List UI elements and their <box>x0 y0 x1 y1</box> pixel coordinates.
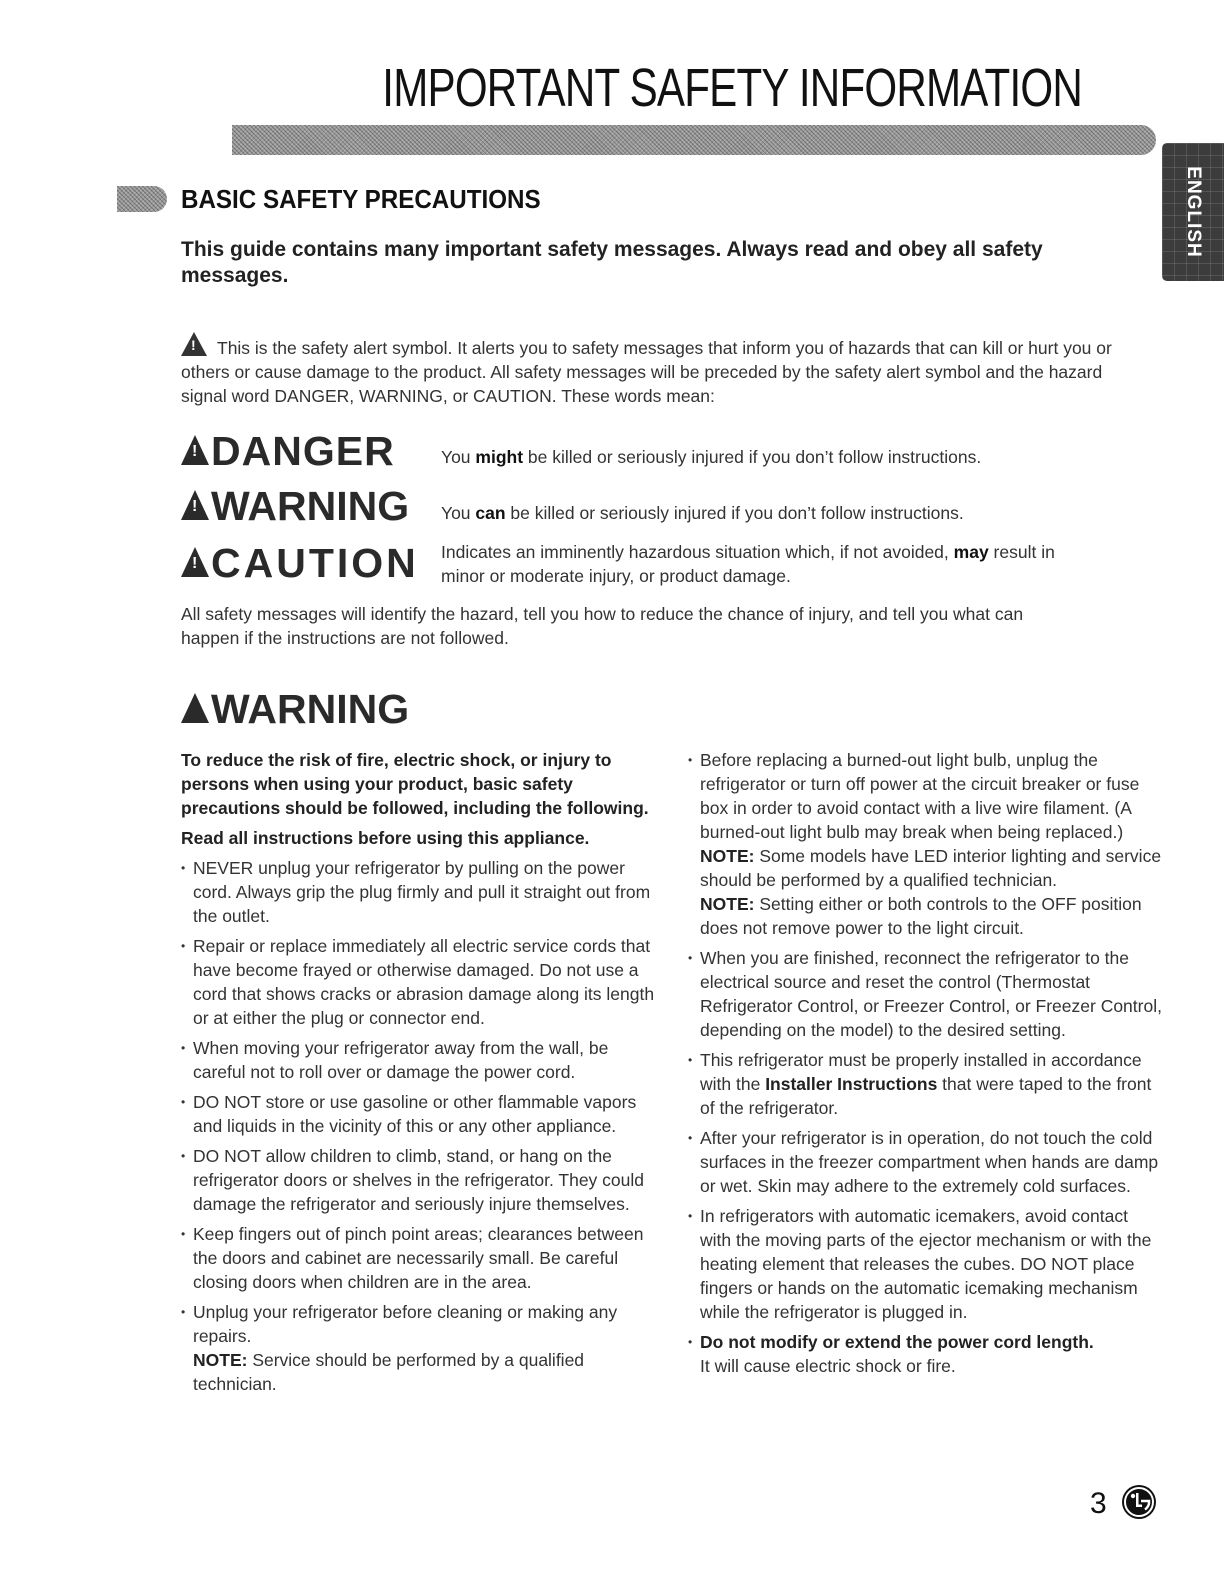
note <box>700 844 1163 892</box>
alert-paragraph-text: This is the safety alert symbol. It alerts you to safety messages that inform you of hazards that can kill or hurt you or others or cause damage to the product. All safety messages will be preceded by the safety alert symbol and the hazard signal word DANGER, WARNING, or CAUTION. These words mean: <box>181 338 1112 406</box>
desc-emphasis: can <box>475 503 506 523</box>
warning-triangle-icon <box>181 693 209 723</box>
list-item: • DO NOT allow children to climb, stand, or hang on the refrigerator doors or shelves in the refrigerator. They could damage the refrigerator and seriously injure themselves. <box>181 1144 656 1216</box>
list-item <box>688 1330 1163 1378</box>
warning-triangle-icon <box>181 332 207 356</box>
left-column <box>181 748 656 1402</box>
note-label: NOTE: <box>700 846 755 866</box>
signal-word-warning <box>181 483 409 529</box>
list-item: • Keep fingers out of pinch point areas; clearances between the doors and cabinet are necessarily small. Be careful closing doors when children are in the area. <box>181 1222 656 1294</box>
item-emphasis: Do not modify or extend the power cord length. <box>700 1332 1094 1352</box>
note-text: Some models have LED interior lighting and service should be performed by a qualified technician. <box>700 846 1162 890</box>
item-text: that were taped to the front of the refrigerator. <box>700 1074 1152 1118</box>
note-text: Setting either or both controls to the OFF position does not remove power to the light circuit. <box>700 894 1142 938</box>
section-marker-pill <box>117 186 167 212</box>
alert-symbol-paragraph <box>181 332 1131 408</box>
desc-emphasis: may <box>953 542 989 562</box>
right-bullet-list <box>688 748 1163 1378</box>
signal-description-danger <box>441 445 1101 469</box>
signal-word-label: WARNING <box>211 483 410 529</box>
list-item: • When you are finished, reconnect the refrigerator to the electrical source and reset the control (Thermostat Refrigerator Control, or Freezer Control, or Freezer Control, depending on the model) to the desired setting. <box>688 946 1163 1042</box>
desc-emphasis: might <box>475 447 524 467</box>
signal-word-label: CAUTION <box>211 540 419 586</box>
list-item: • NEVER unplug your refrigerator by pulling on the power cord. Always grip the plug firmly and pull it straight out from the outlet. <box>181 856 656 928</box>
item-text: It will cause electric shock or fire. <box>700 1356 956 1376</box>
list-item <box>181 1300 656 1396</box>
signal-description-caution <box>441 540 1071 588</box>
left-bullet-list <box>181 856 656 1396</box>
desc-text: You <box>441 503 476 523</box>
desc-text: Indicates an imminently hazardous situation which, if not avoided, <box>441 542 954 562</box>
signal-word-caution <box>181 540 419 586</box>
signal-word-label: DANGER <box>211 428 395 474</box>
item-text: This refrigerator must be properly installed in accordance with the <box>700 1050 1142 1094</box>
summary-paragraph: All safety messages will identify the hazard, tell you how to reduce the chance of injury, and tell you what can happen if the instructions are not followed. <box>181 604 1024 648</box>
note-label: NOTE: <box>193 1350 248 1370</box>
item-text: Before replacing a burned-out light bulb, unplug the refrigerator or turn off power at the circuit breaker or fuse box in order to avoid contact with a live wire filament. (A burned-out light bulb may break when being replaced.) <box>700 750 1140 842</box>
warning-triangle-icon <box>181 547 209 577</box>
warning-lead: To reduce the risk of fire, electric shock, or injury to persons when using your product, basic safety precautions should be followed, including the following. <box>181 750 649 818</box>
right-column <box>688 748 1163 1384</box>
list-item: • In refrigerators with automatic icemakers, avoid contact with the moving parts of the ejector mechanism or with the heating element that releases the cubes. DO NOT place fingers or hands on the automatic icemaking mechanism while the refrigerator is plugged in. <box>688 1204 1163 1324</box>
list-item: • DO NOT store or use gasoline or other flammable vapors and liquids in the vicinity of this or any other appliance. <box>181 1090 656 1138</box>
section-heading: BASIC SAFETY PRECAUTIONS <box>181 184 541 214</box>
desc-text: result in minor or moderate injury, or product damage. <box>441 542 1055 586</box>
note <box>193 1348 656 1396</box>
item-emphasis: Installer Instructions <box>765 1074 938 1094</box>
page-number: 3 <box>1090 1487 1107 1520</box>
desc-text: be killed or seriously injured if you don’t follow instructions. <box>523 447 982 467</box>
warning-heading-label: WARNING <box>211 686 410 732</box>
desc-text: be killed or seriously injured if you don’t follow instructions. <box>505 503 964 523</box>
language-tab-label: ENGLISH <box>1183 166 1204 258</box>
list-item <box>688 748 1163 940</box>
language-tab <box>1162 143 1224 281</box>
list-item: • After your refrigerator is in operation, do not touch the cold surfaces in the freezer compartment when hands are damp or wet. Skin may adhere to the extremely cold surfaces. <box>688 1126 1163 1198</box>
signal-word-danger <box>181 428 395 474</box>
note-text: Service should be performed by a qualified technician. <box>193 1350 585 1394</box>
intro-statement: This guide contains many important safety messages. Always read and obey all safety messages. <box>181 238 1043 287</box>
warning-triangle-icon <box>181 490 209 520</box>
note-label: NOTE: <box>700 894 755 914</box>
item-text: Unplug your refrigerator before cleaning or making any repairs. <box>193 1302 618 1346</box>
warning-triangle-icon <box>181 435 209 465</box>
warning-heading <box>181 686 409 732</box>
lg-logo-icon <box>1121 1484 1157 1520</box>
list-item <box>688 1048 1163 1120</box>
note <box>700 892 1163 940</box>
list-item: • Repair or replace immediately all electric service cords that have become frayed or otherwise damaged. Do not use a cord that shows cracks or abrasion damage along its length or at either the plug or connector end. <box>181 934 656 1030</box>
read-instructions: Read all instructions before using this appliance. <box>181 828 590 848</box>
desc-text: You <box>441 447 476 467</box>
page-title: IMPORTANT SAFETY INFORMATION <box>382 58 1082 118</box>
signal-description-warning <box>441 501 1101 525</box>
list-item: • When moving your refrigerator away from the wall, be careful not to roll over or damage the power cord. <box>181 1036 656 1084</box>
title-decorative-bar <box>232 125 1156 155</box>
